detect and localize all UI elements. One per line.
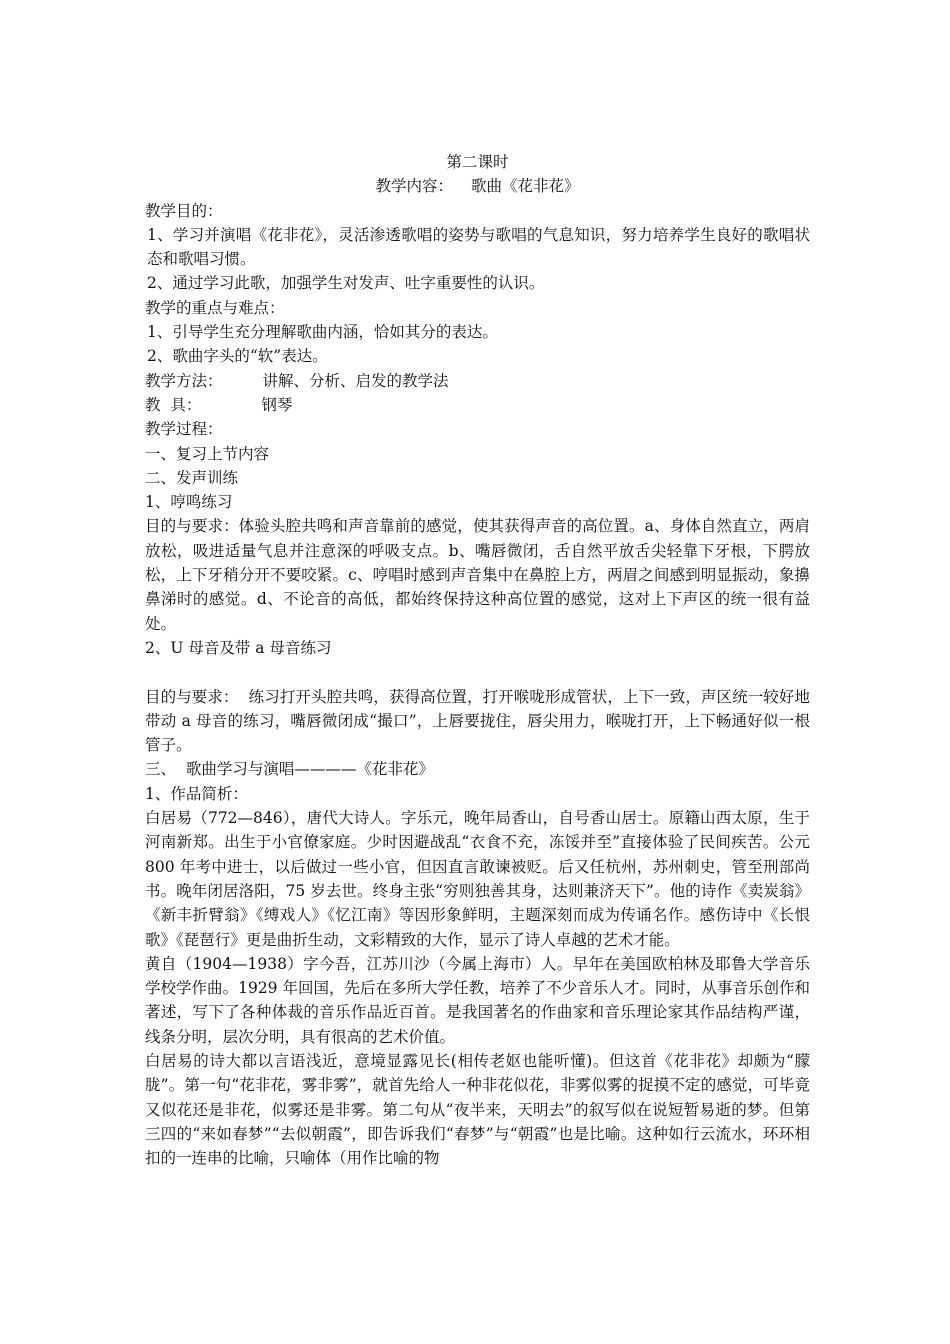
exercise-description: 目的与要求：体验头腔共鸣和声音靠前的感觉，使其获得声音的高位置。a、身体自然直立，两肩放松，吸进适量气息并注意深的呼吸支点。b、嘴唇微闭，舌自然平放舌尖轻靠下牙根，下腭放松，上下牙稍分开不要咬紧。c、哼唱时感到声音集中在鼻腔上方，两眉之间感到明显振动，象擤鼻涕时的感觉。d、不论音的高低，都始终保持这种高位置的感觉，这对上下声区的统一很有益处。 (145, 517, 810, 633)
objective-item: 2、通过学习此歌，加强学生对发声、吐字重要性的认识。 (147, 274, 545, 293)
tools-value: 钢琴 (261, 395, 293, 414)
process-step: 二、发声训练 (145, 468, 239, 487)
exercise-title: 2、U 母音及带 a 母音练习 (145, 638, 332, 657)
method-value: 讲解、分析、启发的教学法 (262, 371, 449, 390)
method-row (145, 369, 810, 393)
tools-label: 教 具： (145, 395, 202, 414)
exercise-description: 目的与要求： 练习打开头腔共鸣，获得高位置，打开喉咙形成管状，上下一致，声区统一较好地带动 a 母音的练习，嘴唇微闭成“撮口”，上唇要拢住，唇尖用力，喉咙打开，上下畅通好似一根管子。 (145, 687, 810, 755)
tools-row (145, 393, 810, 417)
focus-heading: 教学的重点与难点： (145, 298, 285, 317)
subtitle-label: 教学内容： (375, 177, 453, 196)
method-label: 教学方法： (145, 371, 223, 390)
document-subtitle (145, 174, 810, 198)
subtitle-value: 歌曲《花非花》 (471, 177, 580, 196)
objectives-heading: 教学目的： (145, 201, 223, 220)
objective-item: 1、学习并演唱《花非花》，灵活渗透歌唱的姿势与歌唱的气息知识，努力培养学生良好的歌唱状态和歌唱习惯。 (147, 225, 810, 269)
process-step: 一、复习上节内容 (145, 444, 270, 463)
paragraph-huang-zi: 黄自（1904—1938）字今吾，江苏川沙（今属上海市）人。早年在美国欧柏林及耶鲁大学音乐学校学作曲。1929 年回国，先后在多所大学任教，培养了不少音乐人才。同时，从事音乐创作和著述，写下了各种体裁的音乐作品近百首。是我国著名的作曲家和音乐理论家其作品结构严谨，线条分明，层次分明，具有很高的艺术价值。 (145, 954, 810, 1046)
intro-title: 1、作品简析： (145, 784, 248, 803)
exercise-title: 1、哼鸣练习 (145, 493, 233, 512)
paragraph-poem-analysis: 白居易的诗大都以言语浅近，意境显露见长(相传老妪也能听懂)。但这首《花非花》却颇为“朦胧”。第一句“花非花，雾非雾”，就首先给人一种非花似花，非雾似雾的捉摸不定的感觉，可毕竟又似花还是非花，似雾还是非雾。第二句从“夜半来，天明去”的叙写似在说短暂易逝的梦。但第三四的“来如春梦”“去似朝霞”，即告诉我们“春梦”与“朝霞”也是比喻。这种如行云流水，环环相扣的一连串的比喻，只喻体（用作比喻的物 (145, 1051, 810, 1168)
focus-item: 2、歌曲字头的“软”表达。 (147, 347, 328, 366)
document-body (145, 150, 810, 1170)
paragraph-bai-juyi: 白居易（772—846），唐代大诗人。字乐元，晚年局香山，自号香山居士。原籍山西太原，生于河南新郑。出生于小官僚家庭。少时因避战乱“衣食不充，冻馁并至”直接体验了民间疾苦。公元 800 年考中进士，以后做过一些小官，但因直言敢谏被贬。后又任杭州，苏州刺史，管至刑部尚书。晚年闭居洛阳，75 岁去世。终身主张“穷则独善其身，达则兼济天下”。他的诗作《卖炭翁》《新丰折臂翁》《缚戏人》《忆江南》等因形象鲜明，主题深刻而成为传诵名作。感伤诗中《长恨歌》《琵琶行》更是曲折生动，文彩精致的大作，显示了诗人卓越的艺术才能。 (145, 809, 810, 949)
process-step: 三、 歌曲学习与演唱————《花非花》 (145, 760, 434, 779)
focus-item: 1、引导学生充分理解歌曲内涵，恰如其分的表达。 (147, 323, 498, 342)
document-title: 第二课时 (446, 153, 509, 171)
process-heading: 教学过程： (145, 420, 223, 439)
blank-line (145, 660, 810, 684)
